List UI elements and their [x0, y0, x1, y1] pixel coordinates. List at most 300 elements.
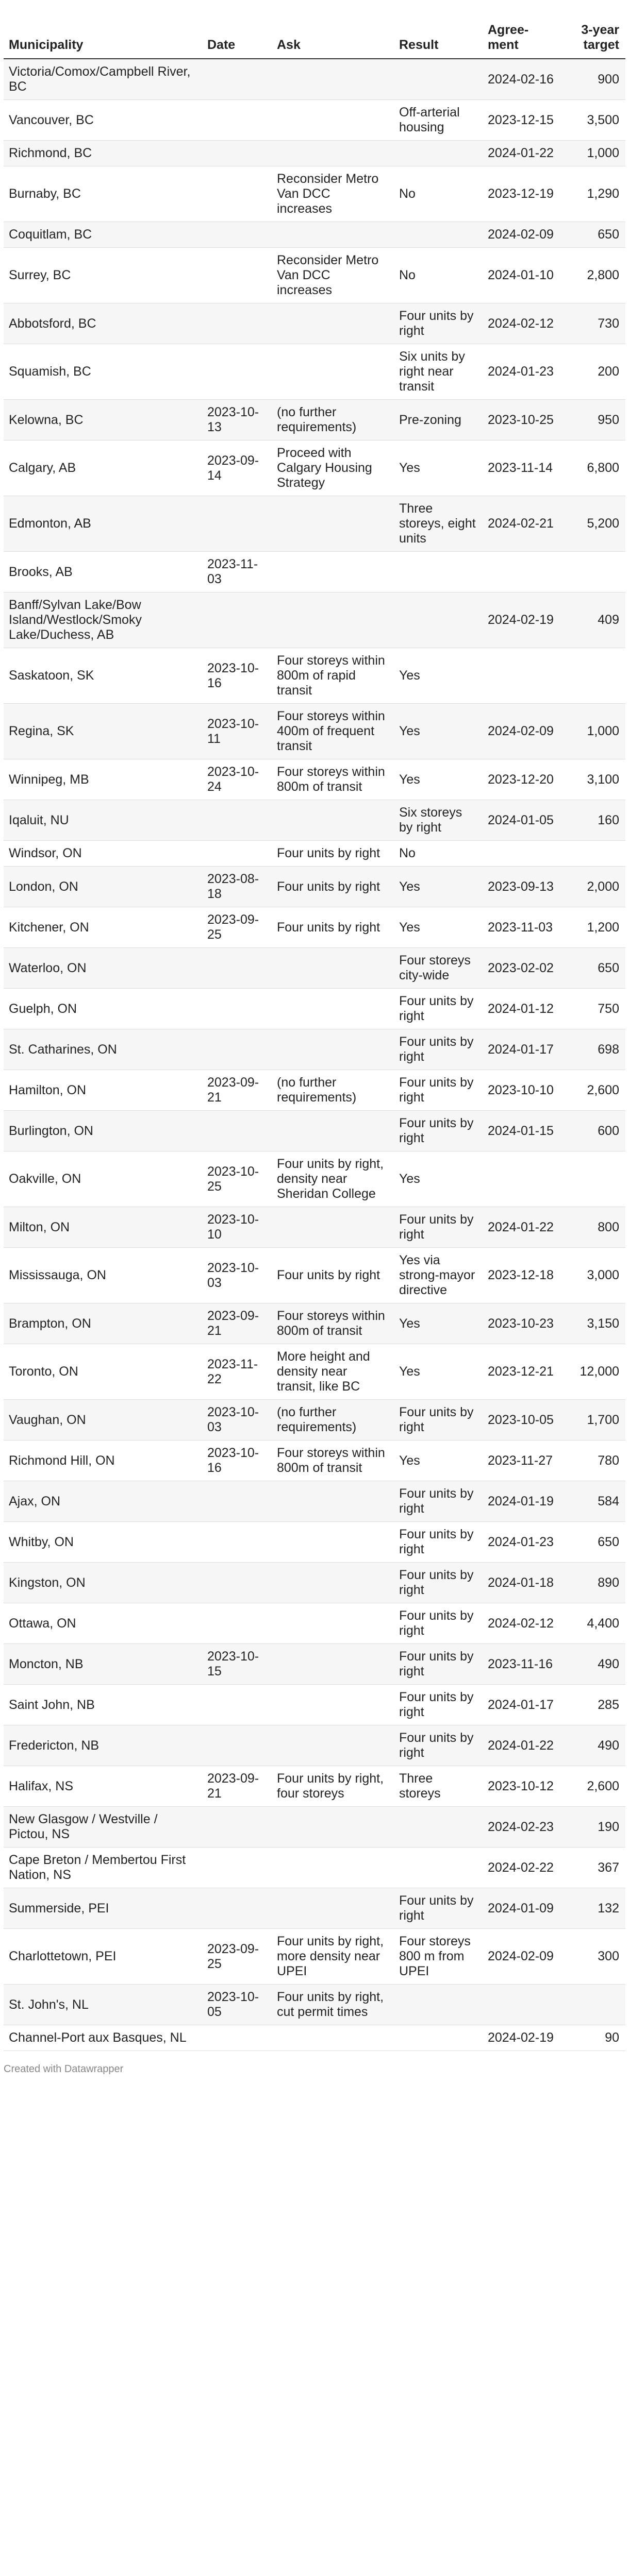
cell-agreement: 2024-01-05 — [483, 800, 562, 841]
cell-result: Four storeys city-wide — [394, 948, 483, 989]
cell-ask: Four storeys within 400m of frequent transit — [272, 704, 394, 759]
cell-target: 1,700 — [562, 1400, 625, 1440]
cell-date: 2023-09-21 — [202, 1766, 272, 1807]
cell-agreement: 2024-02-12 — [483, 1603, 562, 1644]
header-row — [4, 19, 625, 59]
cell-ask — [272, 59, 394, 100]
cell-result: Yes — [394, 704, 483, 759]
table-row — [4, 440, 625, 496]
cell-municipality: Surrey, BC — [4, 248, 202, 303]
cell-result: Four units by right — [394, 989, 483, 1029]
cell-municipality: Ajax, ON — [4, 1481, 202, 1522]
cell-municipality: Toronto, ON — [4, 1344, 202, 1400]
table-body — [4, 59, 625, 2051]
housing-accelerator-table — [4, 19, 625, 2051]
cell-ask — [272, 496, 394, 552]
cell-target: 1,290 — [562, 166, 625, 222]
cell-agreement: 2024-02-09 — [483, 704, 562, 759]
cell-agreement: 2023-10-25 — [483, 400, 562, 440]
cell-ask: Four storeys within 800m of transit — [272, 1303, 394, 1344]
cell-municipality: Burnaby, BC — [4, 166, 202, 222]
cell-municipality: Saint John, NB — [4, 1685, 202, 1725]
datawrapper-credit[interactable]: Created with Datawrapper — [4, 2063, 124, 2075]
cell-target: 730 — [562, 303, 625, 344]
cell-municipality: Milton, ON — [4, 1207, 202, 1248]
cell-ask — [272, 1603, 394, 1644]
cell-agreement: 2024-02-09 — [483, 222, 562, 248]
cell-result — [394, 141, 483, 166]
header-result[interactable]: Result — [394, 19, 483, 59]
cell-target: 2,800 — [562, 248, 625, 303]
cell-municipality: Saskatoon, SK — [4, 648, 202, 704]
header-municipality[interactable]: Municipality — [4, 19, 202, 59]
table-row — [4, 1522, 625, 1563]
cell-date — [202, 1725, 272, 1766]
table-row — [4, 1848, 625, 1888]
cell-date: 2023-10-24 — [202, 759, 272, 800]
cell-date: 2023-10-10 — [202, 1207, 272, 1248]
cell-target: 800 — [562, 1207, 625, 1248]
cell-ask: (no further requirements) — [272, 400, 394, 440]
table-row — [4, 841, 625, 867]
cell-agreement — [483, 552, 562, 592]
cell-date — [202, 141, 272, 166]
cell-target: 750 — [562, 989, 625, 1029]
cell-agreement: 2023-12-18 — [483, 1248, 562, 1303]
cell-target: 200 — [562, 344, 625, 400]
table-row — [4, 1725, 625, 1766]
cell-municipality: St. Catharines, ON — [4, 1029, 202, 1070]
cell-ask: Four units by right, four storeys — [272, 1766, 394, 1807]
cell-result: Four units by right — [394, 1029, 483, 1070]
cell-agreement — [483, 1151, 562, 1207]
cell-municipality: Moncton, NB — [4, 1644, 202, 1685]
cell-date: 2023-10-16 — [202, 648, 272, 704]
table-row — [4, 141, 625, 166]
cell-target: 1,000 — [562, 141, 625, 166]
cell-date: 2023-09-21 — [202, 1303, 272, 1344]
cell-result: Yes — [394, 759, 483, 800]
cell-agreement: 2024-01-18 — [483, 1563, 562, 1603]
cell-agreement — [483, 648, 562, 704]
cell-result — [394, 222, 483, 248]
table-row — [4, 100, 625, 141]
cell-result — [394, 2025, 483, 2051]
cell-agreement: 2024-01-10 — [483, 248, 562, 303]
cell-agreement: 2024-01-23 — [483, 344, 562, 400]
cell-municipality: Richmond Hill, ON — [4, 1440, 202, 1481]
cell-agreement: 2023-12-19 — [483, 166, 562, 222]
table-row — [4, 1400, 625, 1440]
cell-agreement: 2024-02-19 — [483, 592, 562, 648]
table-row — [4, 759, 625, 800]
cell-target: 190 — [562, 1807, 625, 1848]
cell-ask: Four units by right — [272, 841, 394, 867]
cell-ask — [272, 141, 394, 166]
cell-target: 409 — [562, 592, 625, 648]
cell-result: Yes — [394, 907, 483, 948]
cell-agreement: 2024-01-22 — [483, 141, 562, 166]
cell-municipality: Victoria/Comox/Campbell River, BC — [4, 59, 202, 100]
cell-target: 780 — [562, 1440, 625, 1481]
cell-date — [202, 989, 272, 1029]
cell-target: 3,100 — [562, 759, 625, 800]
table-row — [4, 222, 625, 248]
cell-ask — [272, 2025, 394, 2051]
cell-date: 2023-09-21 — [202, 1070, 272, 1111]
cell-result: Four units by right — [394, 1888, 483, 1929]
cell-ask — [272, 1848, 394, 1888]
cell-municipality: Burlington, ON — [4, 1111, 202, 1151]
cell-date — [202, 344, 272, 400]
cell-result: Pre-zoning — [394, 400, 483, 440]
cell-municipality: Vaughan, ON — [4, 1400, 202, 1440]
cell-target — [562, 1985, 625, 2025]
table-row — [4, 166, 625, 222]
cell-date — [202, 303, 272, 344]
table-row — [4, 1929, 625, 1985]
cell-target: 4,400 — [562, 1603, 625, 1644]
cell-ask — [272, 100, 394, 141]
cell-ask — [272, 1685, 394, 1725]
cell-municipality: Windsor, ON — [4, 841, 202, 867]
cell-agreement: 2024-01-15 — [483, 1111, 562, 1151]
table-row — [4, 1248, 625, 1303]
cell-municipality: New Glasgow / Westville / Pictou, NS — [4, 1807, 202, 1848]
cell-agreement: 2024-02-23 — [483, 1807, 562, 1848]
cell-agreement: 2023-09-13 — [483, 867, 562, 907]
table-row — [4, 1344, 625, 1400]
header-date[interactable]: Date — [202, 19, 272, 59]
cell-ask — [272, 1522, 394, 1563]
cell-municipality: Fredericton, NB — [4, 1725, 202, 1766]
cell-ask — [272, 344, 394, 400]
cell-ask — [272, 1644, 394, 1685]
cell-ask: Four storeys within 800m of transit — [272, 759, 394, 800]
table-row — [4, 1563, 625, 1603]
cell-ask: Reconsider Metro Van DCC increases — [272, 166, 394, 222]
cell-date: 2023-10-03 — [202, 1248, 272, 1303]
cell-result: Yes — [394, 440, 483, 496]
cell-target: 650 — [562, 1522, 625, 1563]
table-row — [4, 1207, 625, 1248]
cell-municipality: Iqaluit, NU — [4, 800, 202, 841]
cell-date: 2023-11-22 — [202, 1344, 272, 1400]
cell-result: Yes — [394, 1344, 483, 1400]
cell-ask: More height and density near transit, like BC — [272, 1344, 394, 1400]
table-row — [4, 344, 625, 400]
cell-ask: Four units by right — [272, 867, 394, 907]
cell-date — [202, 1522, 272, 1563]
cell-result: Off-arterial housing — [394, 100, 483, 141]
cell-municipality: Kelowna, BC — [4, 400, 202, 440]
cell-agreement: 2024-02-16 — [483, 59, 562, 100]
cell-target: 2,600 — [562, 1070, 625, 1111]
table-row — [4, 1766, 625, 1807]
cell-municipality: Coquitlam, BC — [4, 222, 202, 248]
cell-date — [202, 1807, 272, 1848]
cell-municipality: Regina, SK — [4, 704, 202, 759]
table-row — [4, 592, 625, 648]
cell-target: 650 — [562, 222, 625, 248]
cell-ask: Four units by right, more density near UPEI — [272, 1929, 394, 1985]
cell-ask: Four units by right, cut permit times — [272, 1985, 394, 2025]
cell-result: Four units by right — [394, 1603, 483, 1644]
cell-agreement: 2024-02-22 — [483, 1848, 562, 1888]
cell-ask — [272, 303, 394, 344]
cell-date — [202, 1029, 272, 1070]
cell-date: 2023-09-14 — [202, 440, 272, 496]
cell-date: 2023-10-03 — [202, 1400, 272, 1440]
cell-ask — [272, 1807, 394, 1848]
cell-agreement: 2024-01-17 — [483, 1029, 562, 1070]
cell-result: Four units by right — [394, 303, 483, 344]
header-agreement[interactable]: Agree- ment — [483, 19, 562, 59]
cell-result: Four units by right — [394, 1207, 483, 1248]
cell-municipality: St. John's, NL — [4, 1985, 202, 2025]
cell-result: Four units by right — [394, 1111, 483, 1151]
cell-municipality: Vancouver, BC — [4, 100, 202, 141]
cell-ask — [272, 800, 394, 841]
cell-agreement: 2024-01-23 — [483, 1522, 562, 1563]
cell-result — [394, 592, 483, 648]
cell-municipality: Calgary, AB — [4, 440, 202, 496]
cell-date — [202, 59, 272, 100]
cell-target: 12,000 — [562, 1344, 625, 1400]
cell-ask — [272, 989, 394, 1029]
cell-municipality: Squamish, BC — [4, 344, 202, 400]
cell-result: No — [394, 166, 483, 222]
cell-target — [562, 648, 625, 704]
cell-date — [202, 948, 272, 989]
cell-agreement: 2024-01-12 — [483, 989, 562, 1029]
cell-municipality: Brampton, ON — [4, 1303, 202, 1344]
cell-municipality: Kitchener, ON — [4, 907, 202, 948]
cell-ask: (no further requirements) — [272, 1070, 394, 1111]
cell-result: Yes — [394, 867, 483, 907]
cell-agreement: 2023-11-27 — [483, 1440, 562, 1481]
cell-agreement: 2023-12-21 — [483, 1344, 562, 1400]
cell-date — [202, 592, 272, 648]
cell-date: 2023-10-16 — [202, 1440, 272, 1481]
cell-target: 1,000 — [562, 704, 625, 759]
cell-target: 285 — [562, 1685, 625, 1725]
cell-date — [202, 1603, 272, 1644]
cell-target — [562, 552, 625, 592]
table-row — [4, 1603, 625, 1644]
cell-result — [394, 1985, 483, 2025]
cell-agreement: 2024-01-17 — [483, 1685, 562, 1725]
table-row — [4, 1440, 625, 1481]
cell-agreement: 2024-01-09 — [483, 1888, 562, 1929]
cell-target: 90 — [562, 2025, 625, 2051]
cell-ask — [272, 592, 394, 648]
cell-agreement: 2023-11-16 — [483, 1644, 562, 1685]
cell-date: 2023-10-05 — [202, 1985, 272, 2025]
header-target[interactable]: 3-year target — [562, 19, 625, 59]
cell-result: Four units by right — [394, 1070, 483, 1111]
cell-ask — [272, 1111, 394, 1151]
cell-ask — [272, 1207, 394, 1248]
cell-municipality: Halifax, NS — [4, 1766, 202, 1807]
cell-ask — [272, 1725, 394, 1766]
cell-ask — [272, 1029, 394, 1070]
cell-date: 2023-09-25 — [202, 907, 272, 948]
cell-result: Yes — [394, 1303, 483, 1344]
cell-ask: (no further requirements) — [272, 1400, 394, 1440]
cell-result: No — [394, 248, 483, 303]
table-row — [4, 800, 625, 841]
table-container — [4, 0, 625, 2075]
cell-target: 5,200 — [562, 496, 625, 552]
cell-ask: Reconsider Metro Van DCC increases — [272, 248, 394, 303]
cell-result — [394, 59, 483, 100]
table-row — [4, 648, 625, 704]
cell-result: Four units by right — [394, 1400, 483, 1440]
cell-result — [394, 1848, 483, 1888]
cell-target: 6,800 — [562, 440, 625, 496]
cell-result: Four units by right — [394, 1522, 483, 1563]
cell-ask — [272, 948, 394, 989]
table-header — [4, 19, 625, 59]
cell-result: Yes — [394, 1151, 483, 1207]
cell-result: Yes via strong-mayor directive — [394, 1248, 483, 1303]
cell-result: Four units by right — [394, 1481, 483, 1522]
cell-ask — [272, 1481, 394, 1522]
table-row — [4, 1481, 625, 1522]
cell-agreement: 2023-10-10 — [483, 1070, 562, 1111]
cell-ask — [272, 1888, 394, 1929]
cell-agreement: 2024-02-12 — [483, 303, 562, 344]
table-row — [4, 989, 625, 1029]
cell-date: 2023-08-18 — [202, 867, 272, 907]
cell-date: 2023-10-25 — [202, 1151, 272, 1207]
cell-agreement: 2023-10-05 — [483, 1400, 562, 1440]
cell-result: Three storeys — [394, 1766, 483, 1807]
cell-date — [202, 2025, 272, 2051]
cell-target: 3,150 — [562, 1303, 625, 1344]
table-row — [4, 248, 625, 303]
table-row — [4, 303, 625, 344]
table-row — [4, 704, 625, 759]
cell-agreement: 2024-01-22 — [483, 1207, 562, 1248]
cell-date — [202, 1481, 272, 1522]
cell-target: 490 — [562, 1644, 625, 1685]
table-row — [4, 1070, 625, 1111]
cell-ask: Four units by right — [272, 1248, 394, 1303]
cell-agreement: 2024-01-22 — [483, 1725, 562, 1766]
table-row — [4, 1985, 625, 2025]
cell-date: 2023-10-15 — [202, 1644, 272, 1685]
cell-result: Four units by right — [394, 1725, 483, 1766]
cell-target: 367 — [562, 1848, 625, 1888]
cell-target: 3,500 — [562, 100, 625, 141]
cell-agreement: 2023-12-15 — [483, 100, 562, 141]
table-row — [4, 948, 625, 989]
cell-target: 490 — [562, 1725, 625, 1766]
cell-agreement: 2024-02-09 — [483, 1929, 562, 1985]
cell-result: Four units by right — [394, 1644, 483, 1685]
cell-municipality: Mississauga, ON — [4, 1248, 202, 1303]
cell-date: 2023-09-25 — [202, 1929, 272, 1985]
cell-municipality: Edmonton, AB — [4, 496, 202, 552]
cell-date — [202, 166, 272, 222]
cell-municipality: Richmond, BC — [4, 141, 202, 166]
cell-municipality: Waterloo, ON — [4, 948, 202, 989]
cell-municipality: Oakville, ON — [4, 1151, 202, 1207]
cell-ask — [272, 1563, 394, 1603]
cell-target: 900 — [562, 59, 625, 100]
cell-target: 300 — [562, 1929, 625, 1985]
cell-agreement: 2023-11-03 — [483, 907, 562, 948]
cell-target — [562, 1151, 625, 1207]
cell-result: Six units by right near transit — [394, 344, 483, 400]
table-row — [4, 1151, 625, 1207]
cell-target: 1,200 — [562, 907, 625, 948]
table-row — [4, 1029, 625, 1070]
cell-ask — [272, 222, 394, 248]
cell-target: 160 — [562, 800, 625, 841]
cell-ask: Four units by right — [272, 907, 394, 948]
table-row — [4, 1644, 625, 1685]
cell-municipality: Kingston, ON — [4, 1563, 202, 1603]
cell-date — [202, 222, 272, 248]
cell-target: 950 — [562, 400, 625, 440]
cell-municipality: Hamilton, ON — [4, 1070, 202, 1111]
cell-municipality: Brooks, AB — [4, 552, 202, 592]
table-row — [4, 59, 625, 100]
cell-municipality: Winnipeg, MB — [4, 759, 202, 800]
cell-agreement: 2024-01-19 — [483, 1481, 562, 1522]
cell-target: 132 — [562, 1888, 625, 1929]
cell-municipality: Ottawa, ON — [4, 1603, 202, 1644]
cell-date — [202, 1111, 272, 1151]
table-row — [4, 1111, 625, 1151]
cell-result: Three storeys, eight units — [394, 496, 483, 552]
cell-ask — [272, 552, 394, 592]
cell-ask: Four storeys within 800m of transit — [272, 1440, 394, 1481]
cell-date: 2023-10-13 — [202, 400, 272, 440]
cell-ask: Proceed with Calgary Housing Strategy — [272, 440, 394, 496]
header-ask[interactable]: Ask — [272, 19, 394, 59]
cell-target: 584 — [562, 1481, 625, 1522]
cell-result: Yes — [394, 1440, 483, 1481]
cell-municipality: Summerside, PEI — [4, 1888, 202, 1929]
cell-result: Four storeys 800 m from UPEI — [394, 1929, 483, 1985]
cell-target: 698 — [562, 1029, 625, 1070]
cell-agreement: 2023-10-23 — [483, 1303, 562, 1344]
cell-result: Six storeys by right — [394, 800, 483, 841]
cell-ask: Four storeys within 800m of rapid transit — [272, 648, 394, 704]
table-row — [4, 400, 625, 440]
cell-municipality: Guelph, ON — [4, 989, 202, 1029]
cell-date — [202, 800, 272, 841]
table-row — [4, 1685, 625, 1725]
cell-date — [202, 1888, 272, 1929]
table-row — [4, 1888, 625, 1929]
cell-result: Yes — [394, 648, 483, 704]
cell-result — [394, 552, 483, 592]
cell-target: 890 — [562, 1563, 625, 1603]
cell-target: 650 — [562, 948, 625, 989]
cell-target: 2,600 — [562, 1766, 625, 1807]
cell-date — [202, 1848, 272, 1888]
cell-date — [202, 248, 272, 303]
cell-date — [202, 496, 272, 552]
cell-agreement: 2024-02-19 — [483, 2025, 562, 2051]
cell-agreement — [483, 1985, 562, 2025]
cell-agreement: 2023-02-02 — [483, 948, 562, 989]
